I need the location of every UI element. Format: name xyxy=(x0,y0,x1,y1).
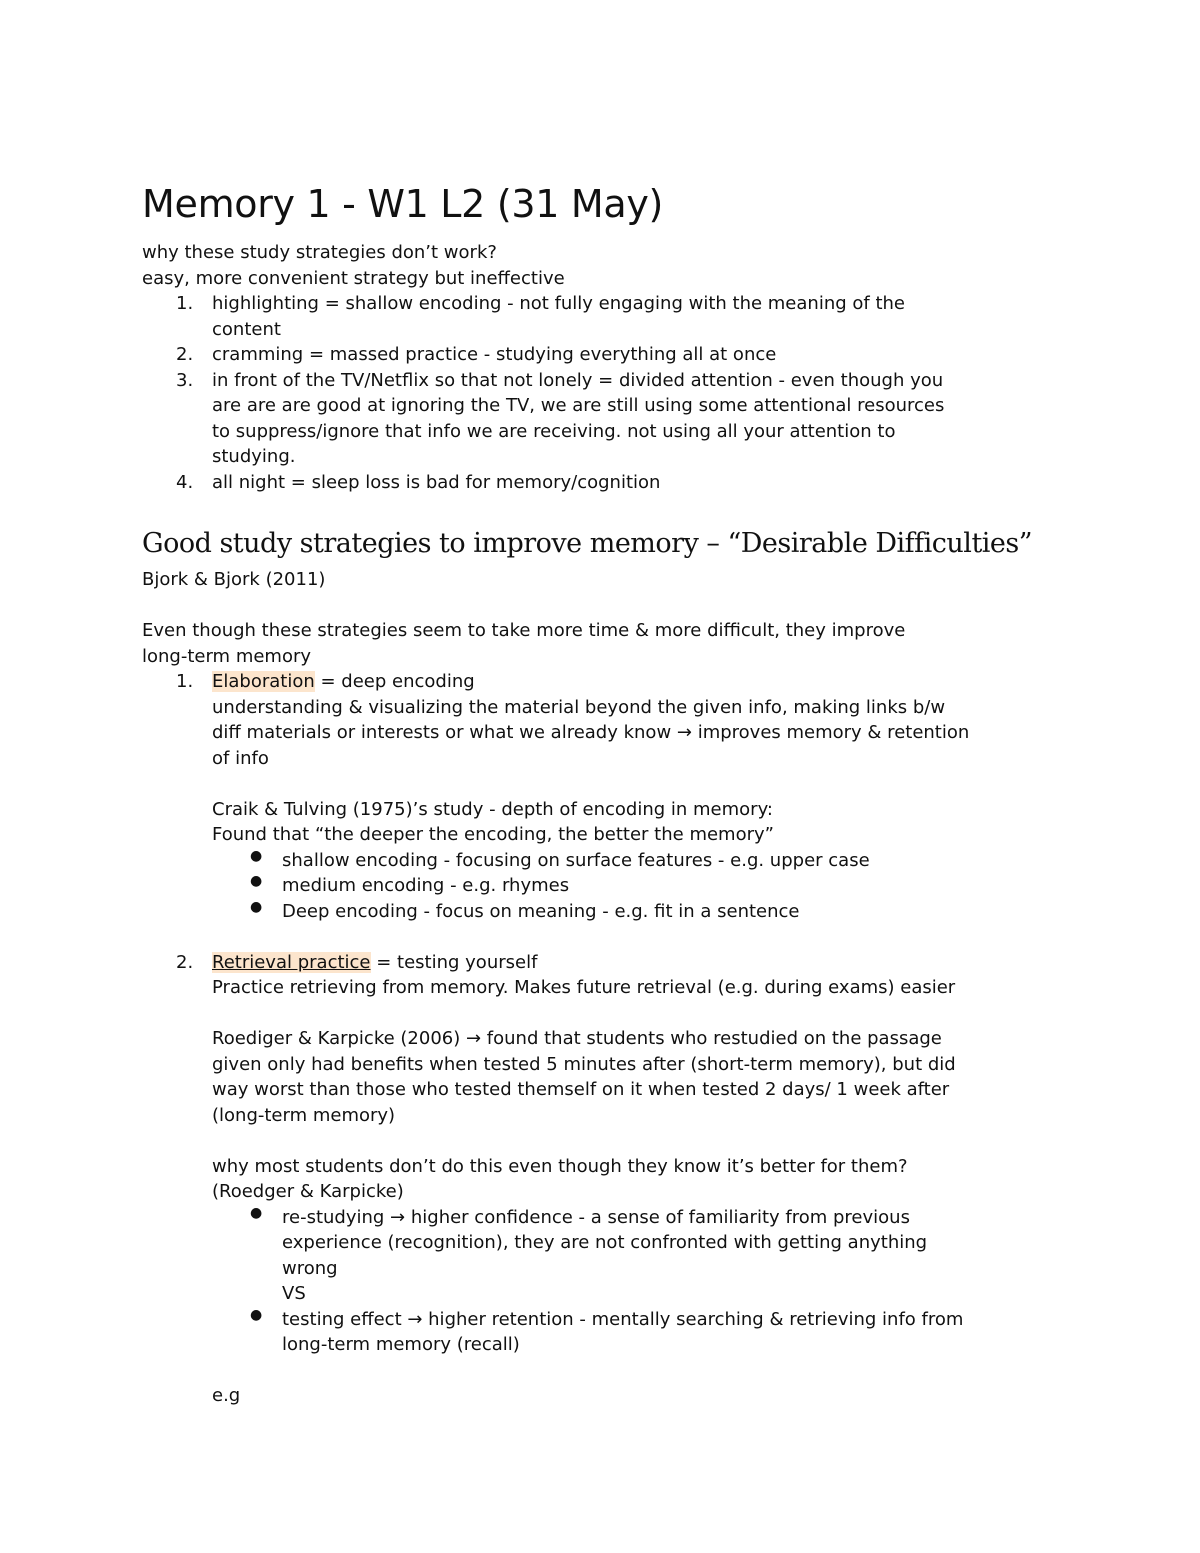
bullet-text: wrong xyxy=(282,1257,338,1279)
paragraph-line: Even though these strategies seem to take more time & more difficult, they improve xyxy=(142,620,906,641)
list-text: in front of the TV/Netflix so that not lonely = divided attention - even though you xyxy=(212,369,944,391)
example-label: e.g xyxy=(212,1385,241,1406)
bullet-icon: ● xyxy=(250,1204,263,1221)
list-text: all night = sleep loss is bad for memory/cognition xyxy=(212,471,661,493)
list-item xyxy=(142,368,1072,470)
bullet-icon: ● xyxy=(250,1306,263,1323)
bullet-item xyxy=(142,1205,1072,1307)
highlighted-term: Retrieval practice xyxy=(212,951,371,973)
paragraph-line: diff materials or interests or what we already know → improves memory & retention xyxy=(212,722,970,743)
highlighted-term: Elaboration xyxy=(212,671,315,692)
bullet-icon: ● xyxy=(250,847,263,864)
strategy-heading xyxy=(212,669,1072,695)
strategy-definition: = testing yourself xyxy=(370,951,538,973)
list-number: 2. xyxy=(176,344,194,365)
bullet-text: long-term memory (recall) xyxy=(282,1334,520,1355)
list-number: 1. xyxy=(176,671,194,692)
document-body xyxy=(142,176,1072,1409)
intro-line: why these study strategies don’t work? xyxy=(142,242,497,263)
paragraph-line: (Roedger & Karpicke) xyxy=(212,1181,404,1202)
section-heading: Good study strategies to improve memory – “Desirable Difficulties” xyxy=(142,528,1033,559)
list-number: 4. xyxy=(176,471,194,493)
list-text: cramming = massed practice - studying everything all at once xyxy=(212,344,777,365)
paragraph-line: given only had benefits when tested 5 minutes after (short-term memory), but did xyxy=(212,1053,956,1075)
paragraph-line: Found that “the deeper the encoding, the better the memory” xyxy=(212,824,774,845)
bullet-item xyxy=(142,873,1072,899)
paragraph-line: Roediger & Karpicke (2006) → found that students who restudied on the passage xyxy=(212,1028,942,1049)
paragraph-line: understanding & visualizing the material beyond the given info, making links b/w xyxy=(212,696,946,718)
bullet-item xyxy=(142,899,1072,925)
bullet-item xyxy=(142,1307,1072,1358)
bullet-text: VS xyxy=(282,1283,306,1304)
list-text: to suppress/ignore that info we are receiving. not using all your attention to xyxy=(212,420,896,442)
paragraph-line: way worst than those who tested themself on it when tested 2 days/ 1 week after xyxy=(212,1079,950,1100)
list-item xyxy=(142,342,1072,368)
bullet-text: re-studying → higher confidence - a sense of familiarity from previous xyxy=(282,1206,910,1228)
bullet-text: experience (recognition), they are not confronted with getting anything xyxy=(282,1232,928,1253)
bullet-text: testing effect → higher retention - mentally searching & retrieving info from xyxy=(282,1308,964,1330)
page-title: Memory 1 - W1 L2 (31 May) xyxy=(142,182,664,226)
list-item xyxy=(142,470,1072,496)
bullet-icon: ● xyxy=(250,873,263,889)
bullet-icon: ● xyxy=(250,898,263,915)
paragraph-line: Practice retrieving from memory. Makes future retrieval (e.g. during exams) easier xyxy=(212,977,956,998)
paragraph-line: why most students don’t do this even though they know it’s better for them? xyxy=(212,1155,908,1177)
paragraph-line: long-term memory xyxy=(142,645,312,667)
strategy-heading xyxy=(212,950,1072,976)
list-text: studying. xyxy=(212,446,296,467)
list-item xyxy=(142,291,1072,342)
bullet-item xyxy=(142,848,1072,874)
list-text: are are are good at ignoring the TV, we are still using some attentional resources xyxy=(212,395,945,416)
strategy-definition: = deep encoding xyxy=(314,671,475,692)
list-number: 3. xyxy=(176,369,194,391)
list-number: 2. xyxy=(176,951,194,973)
list-text: content xyxy=(212,318,281,340)
citation: Bjork & Bjork (2011) xyxy=(142,569,326,590)
intro-line: easy, more convenient strategy but ineffective xyxy=(142,267,565,289)
paragraph-line: (long-term memory) xyxy=(212,1104,396,1126)
bullet-text: Deep encoding - focus on meaning - e.g. fit in a sentence xyxy=(282,900,800,922)
list-number: 1. xyxy=(176,293,194,314)
ineffective-strategies-list xyxy=(142,291,1072,495)
strategy-retrieval-practice xyxy=(142,950,1072,1205)
paragraph-line: of info xyxy=(212,747,269,769)
list-text: highlighting = shallow encoding - not fully engaging with the meaning of the xyxy=(212,293,905,314)
paragraph-line: Craik & Tulving (1975)’s study - depth of encoding in memory: xyxy=(212,798,773,820)
strategy-elaboration xyxy=(142,669,1072,848)
bullet-text: medium encoding - e.g. rhymes xyxy=(282,875,570,896)
bullet-text: shallow encoding - focusing on surface features - e.g. upper case xyxy=(282,849,870,871)
